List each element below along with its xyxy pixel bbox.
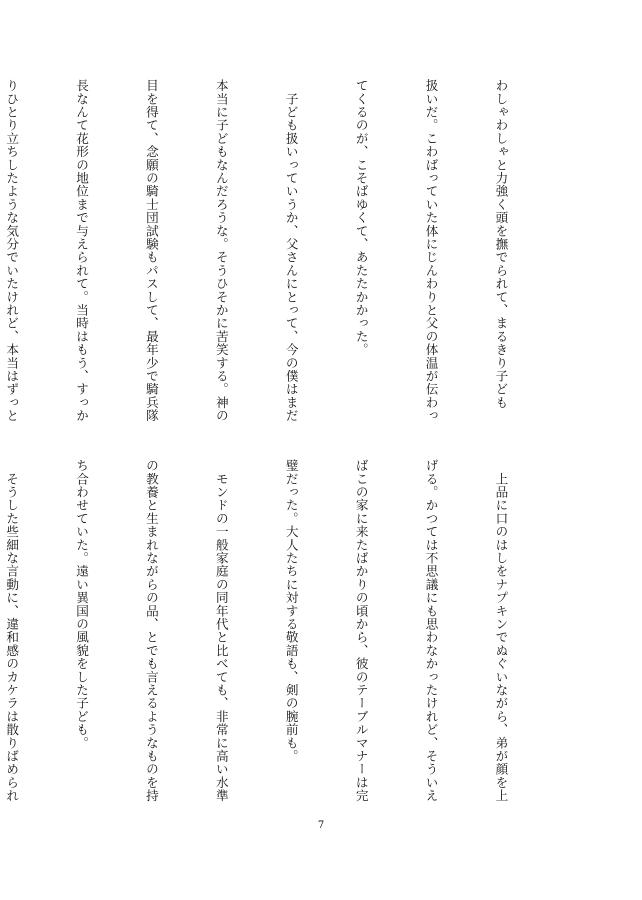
text-line: の教養と生まれながらの品、とでも言えるようなものを持 [143,459,159,803]
text-line: 本当に子どもなんだろうな。そうひそかに苦笑する。神の [213,79,229,423]
text-line: 扱いだ。こわばっていた体にじんわりと父の体温が伝わっ [423,79,439,423]
text-line: 上品に口のはしをナプキンでぬぐいながら、弟が顔を上 [493,459,509,803]
text-line: 目を得て、念願の騎士団試験もパスして、最年少で騎兵隊 [143,79,159,423]
text-block-top [4,79,559,423]
text-line: 璧だった。大人たちに対する敬語も、剣の腕前も。 [283,459,299,763]
text-line: わしゃわしゃと力強く頭を撫でられて、まるきり子ども [493,79,509,409]
text-line: 長なんて花形の地位まで与えられて。当時はもう、すっか [74,79,90,423]
text-line: りひとり立ちしたような気分でいたけれど、本当はずっと [4,79,20,423]
text-line: モンドの一般家庭の同年代と比べても、非常に高い水準 [213,459,229,803]
text-line: げる。かつては不思議にも思わなかったけれど、そういえ [423,459,439,803]
text-line: そうした些細な言動に、違和感のカケラは散りばめられ [4,459,20,803]
text-line: ばこの家に来たばかりの頃から、彼のテーブルマナーは完 [353,459,369,803]
page-number: 7 [317,820,325,831]
text-line: てくるのが、こそばゆくて、あたたかかった。 [353,79,369,357]
text-line: 子ども扱いっていうか、父さんにとって、今の僕はまだ [283,79,299,423]
text-block-bottom [4,459,559,803]
text-line: ち合わせていた。遠い異国の風貌をした子ども。 [74,459,90,750]
